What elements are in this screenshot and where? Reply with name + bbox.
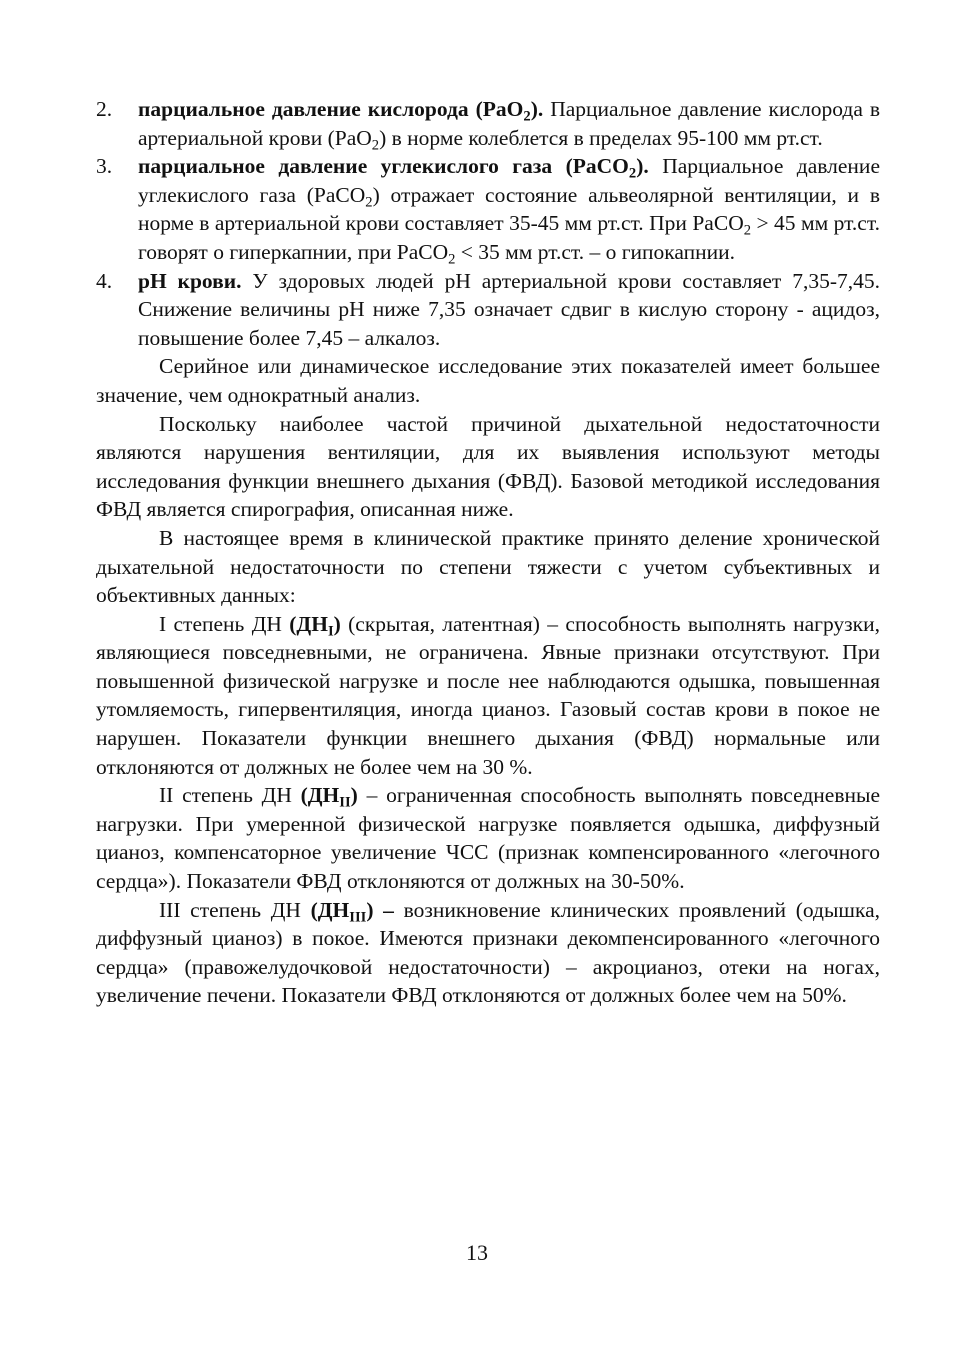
term-heading: рН крови. [138,268,242,293]
term-description: Парциальное давление кислорода в артериальной крови (PaO$_2$) в норме колеблется в пределах 95-100 мм рт.ст. [138,97,880,153]
term-heading: парциальное давление кислорода (PaO$_2$). [138,97,544,125]
paragraph-classification: В настоящее время в клинической практике принято деление хронической дыхательной недостаточности по степени тяжести с учетом субъективных и объективных данных: [96,525,880,608]
degree-label: $(ДН_{II})$ [300,783,358,811]
list-item-pao2 [96,95,880,152]
list-number: 3. [96,154,113,179]
paragraph-serial-study: Серийное или динамическое исследование этих показателей имеет большее значение, чем однократный анализ. [96,354,880,407]
page-number: 13 [466,1240,488,1265]
paragraph-degree-3: III степень ДН $(ДН_{III})$ – возникновение клинических проявлений (одышка, диффузный цианоз) в покое. Имеются признаки декомпенсированного «легочного сердца» (правожелудочковой недостаточности) – акроцианоз, отеки на ногах, увеличение печени. Показатели ФВД отклоняются от должных более чем на 50%. [96,897,881,1008]
term-description: Парциальное давление углекислого газа (PaCO$_2$) отражает состояние альвеолярной вентиляции, и в норме в артериальной крови составляет 35-45 мм рт.ст. При PaCO$_2$ > 45 мм рт.ст. говорят о гиперкапнии, при PaCO$_2$ < 35 мм рт.ст. – о гипокапнии. [138,154,880,268]
paragraph-degree-2: II степень ДН $(ДН_{II})$ – ограниченная способность выполнять повседневные нагрузки. При умеренной физической нагрузке появляется одышка, диффузный цианоз, компенсаторное увеличение ЧСС (признак компенсированного «легочного сердца»). Показатели ФВД отклоняются от должных на 30-50%. [96,783,880,894]
degree-label: $(ДН_I)$ [289,611,341,640]
list-item-paco2 [96,152,880,266]
term-heading: парциальное давление углекислого газа (PaCO$_2$). [138,154,649,182]
page-body [96,95,880,1010]
paragraph-degree-1: I степень ДН $(ДН_I)$ (скрытая, латентная) – способность выполнять нагрузки, являющиеся повседневными, не ограничена. Явные признаки отсутствуют. При повышенной физической нагрузке и после нее наблюдаются одышка, повышенная утомляемость, гипервентиляция, иногда цианоз. Газовый состав крови в покое не нарушен. Показатели функции внешнего дыхания (ФВД) нормальные или отклоняются от должных не более чем на 30 %. [96,611,880,779]
degree-label: $(ДН_{III})$ – [310,897,394,925]
list-item-ph [96,267,880,353]
term-description: У здоровых людей рН артериальной крови составляет 7,35-7,45. Снижение величины рН ниже 7,35 означает сдвиг в кислую сторону - ацидоз, повышение более 7,45 – алкалоз. [138,268,880,350]
paragraph-ventilation: Поскольку наиболее частой причиной дыхательной недостаточности являются нарушения вентиляции, для их выявления используют методы исследования функции внешнего дыхания (ФВД). Базовой методикой исследования ФВД является спирография, описанная ниже. [96,411,880,522]
list-number: 4. [96,268,113,293]
list-number: 2. [96,97,113,121]
